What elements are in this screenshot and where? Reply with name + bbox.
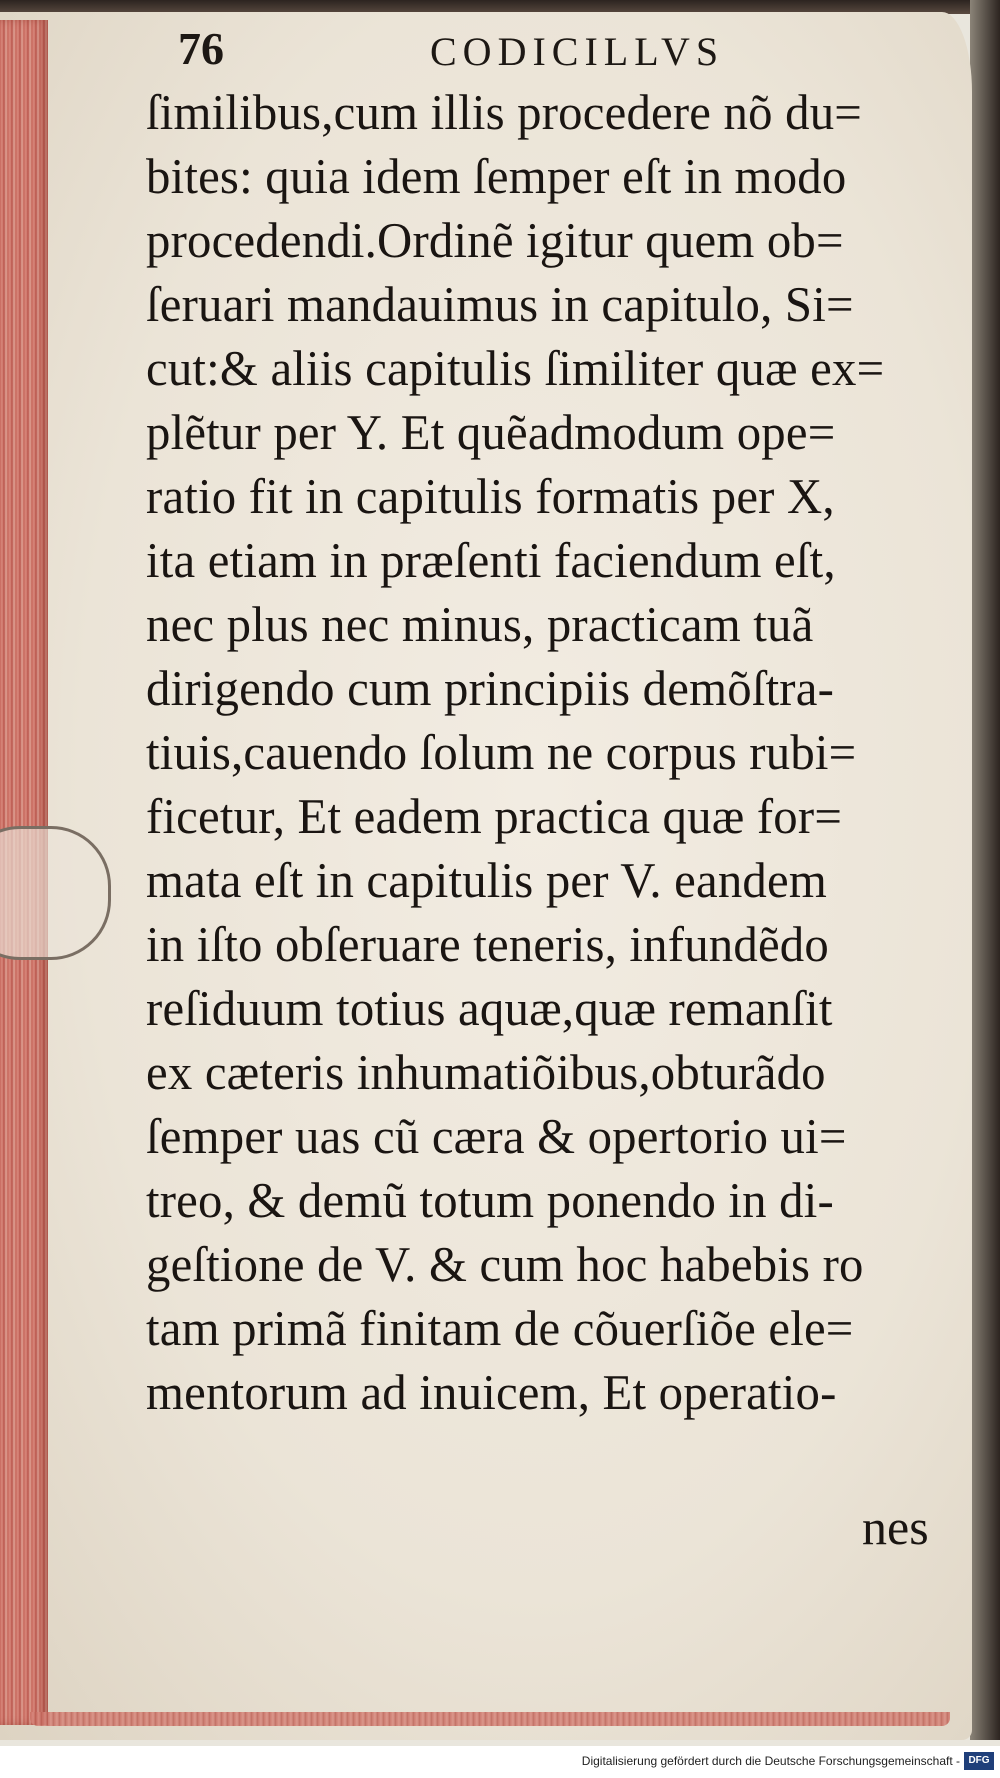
text-line: reſiduum totius aquæ,quæ remanſit	[146, 980, 833, 1036]
text-line: ex cæteris inhumatiõibus,obturãdo	[146, 1044, 826, 1100]
text-line: ſimilibus,cum illis procedere nõ du=	[146, 84, 862, 140]
text-line: treo, & demũ totum ponendo in di-	[146, 1172, 834, 1228]
catchword: nes	[862, 1499, 929, 1555]
red-bottom-edge	[30, 1712, 950, 1726]
text-line: ratio fit in capitulis formatis per X,	[146, 468, 835, 524]
text-line: mentorum ad inuicem, Et operatio-	[146, 1364, 837, 1420]
text-line: dirigendo cum principiis demõſtra-	[146, 660, 835, 716]
running-head	[0, 22, 972, 82]
text-line: procedendi.Ordinẽ igitur quem ob=	[146, 212, 844, 268]
running-title: CODICILLVS	[430, 29, 725, 74]
page-number: 76	[178, 23, 224, 74]
text-line: nec plus nec minus, practicam tuã	[146, 596, 814, 652]
text-line: tiuis,cauendo ſolum ne corpus rubi=	[146, 724, 857, 780]
text-line: ſemper uas cũ cæra & opertorio ui=	[146, 1108, 847, 1164]
text-line: ſeruari mandauimus in capitulo, Si=	[146, 276, 854, 332]
text-line: tam primã finitam de cõuerſiõe ele=	[146, 1300, 854, 1356]
text-line: bites: quia idem ſemper eſt in modo	[146, 148, 847, 204]
text-line: in iſto obſeruare teneris, infundẽdo	[146, 916, 829, 972]
dfg-logo: DFG	[964, 1752, 994, 1770]
text-line: ficetur, Et eadem practica quæ for=	[146, 788, 843, 844]
text-line: plẽtur per Y. Et quẽadmodum ope=	[146, 404, 836, 460]
text-line: ita etiam in præſenti faciendum eſt,	[146, 532, 836, 588]
text-line: geſtione de V. & cum hoc habebis ro	[146, 1236, 864, 1292]
page-tab-marker	[0, 826, 111, 960]
body-text	[146, 80, 966, 1424]
credit-text: Digitalisierung gefördert durch die Deutsche Forschungsgemeinschaft -	[581, 1754, 960, 1768]
text-line: cut:& aliis capitulis ſimiliter quæ ex=	[146, 340, 885, 396]
text-line: mata eſt in capitulis per V. eandem	[146, 852, 827, 908]
digitization-credit-bar	[0, 1746, 1000, 1778]
scan-right-edge	[970, 0, 1000, 1740]
